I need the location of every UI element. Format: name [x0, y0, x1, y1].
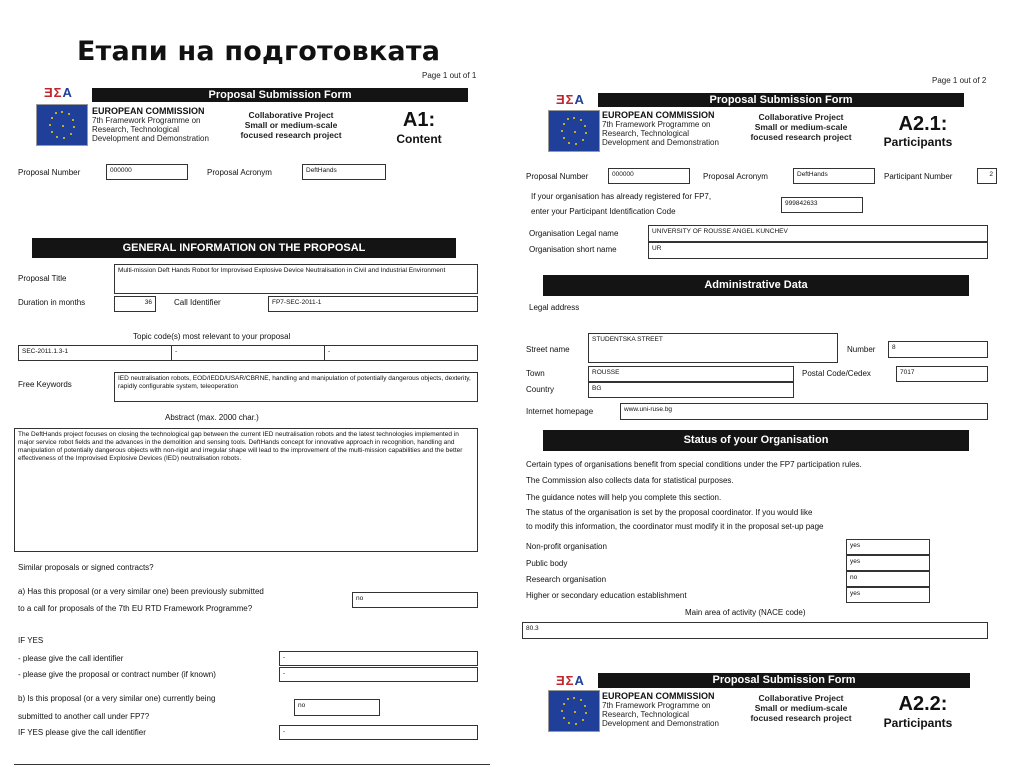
country-label: Country — [526, 385, 555, 394]
call-identifier-field: FP7-SEC-2011-1 — [268, 296, 478, 312]
proposal-acronym-label: Proposal Acronym — [207, 168, 272, 177]
status-label: Higher or secondary education establishment — [526, 591, 687, 600]
status-text: The Commission also collects data for statistical purposes. — [526, 476, 734, 485]
section-administrative-data: Administrative Data — [543, 275, 969, 296]
slide-title: Етапи на подготовката — [77, 36, 441, 67]
project-type-line: Small or medium-scale — [244, 120, 338, 130]
ec-line: Research, Technological — [92, 125, 180, 134]
project-type — [740, 112, 862, 142]
if-yes-label: IF YES — [18, 636, 44, 645]
status-text: The guidance notes will help you complete this section. — [526, 493, 722, 502]
ec-line: 7th Framework Programme on — [92, 116, 201, 125]
proposal-acronym-field: DeftHands — [793, 168, 875, 184]
participant-number-label: Participant Number — [884, 172, 953, 181]
town-label: Town — [526, 369, 545, 378]
form-code: A2.1: — [898, 113, 948, 135]
give-call-field: - — [279, 651, 478, 666]
proposal-acronym-field: DeftHands — [302, 164, 386, 180]
status-text: to modify this information, the coordinator must modify it in the proposal set-up page — [526, 522, 824, 531]
project-type-line: focused research project — [750, 132, 852, 142]
legal-name-field: UNIVERSITY OF ROUSSE ANGEL KUNCHEV — [648, 225, 988, 242]
give-contract-label: - please give the proposal or contract number (if known) — [18, 670, 216, 679]
pic-line2: enter your Participant Identification Code — [531, 207, 676, 216]
ec-line: Development and Demonstration — [602, 138, 719, 147]
eu-flag-icon — [36, 104, 88, 146]
eu-flag-icon — [548, 690, 600, 732]
question-b-answer: no — [294, 699, 380, 716]
project-type-line: Collaborative Project — [758, 693, 844, 703]
ec-title: EUROPEAN COMMISSION — [602, 691, 715, 701]
ec-block — [602, 110, 742, 147]
legal-name-label: Organisation Legal name — [529, 229, 619, 238]
ec-line: Research, Technological — [602, 710, 690, 719]
status-value: yes — [846, 555, 930, 571]
question-a-line2: to a call for proposals of the 7th EU RTD Framework Programme? — [18, 604, 253, 613]
project-type-line: Small or medium-scale — [754, 122, 848, 132]
proposal-title-field: Multi-mission Deft Hands Robot for Improvised Explosive Device Neutralisation in Civil and Industrial Environment — [114, 264, 478, 294]
duration-label: Duration in months — [18, 298, 86, 307]
free-keywords-label: Free Keywords — [18, 380, 72, 389]
if-yes-call-label: IF YES please give the call identifier — [18, 728, 146, 737]
ec-line: 7th Framework Programme on — [602, 120, 711, 129]
country-field: BG — [588, 382, 794, 398]
topic-label: Topic code(s) most relevant to your proposal — [133, 332, 291, 341]
postal-field: 7017 — [896, 366, 988, 382]
ec-title: EUROPEAN COMMISSION — [92, 106, 205, 116]
form-banner: Proposal Submission Form — [92, 88, 468, 102]
question-b-line1: b) Is this proposal (or a very similar one) currently being — [18, 694, 216, 703]
status-label: Public body — [526, 559, 568, 568]
short-name-field: UR — [648, 242, 988, 259]
give-call-label: - please give the call identifier — [18, 654, 124, 663]
project-type-line: focused research project — [750, 713, 852, 723]
call-identifier-label: Call Identifier — [174, 298, 221, 307]
status-text: Certain types of organisations benefit from special conditions under the FP7 participation rules. — [526, 460, 862, 469]
question-a-line1: a) Has this proposal (or a very similar one) been previously submitted — [18, 587, 264, 596]
abstract-field: The DeftHands project focuses on closing the technological gap between the current IED neutralisation robots and the latest technologies implemented in major service robot fields and the advances in the demolition and sensing tools. DeftHands concept for innovative approach in recognition, handling and manipulation of potentially dangerous objects with non-rigid and irregular shape will lead to the improvement of the multi-mission capabilities and the better effectiveness of the Improvised Explosive Devices (IED) neutralisation robots. — [14, 428, 478, 552]
topic-code: SEC-2011.1.3-1 — [18, 345, 172, 361]
form-banner: Proposal Submission Form — [598, 673, 970, 688]
give-contract-field: - — [279, 667, 478, 682]
ec-block — [92, 106, 232, 143]
section-status: Status of your Organisation — [543, 430, 969, 451]
question-b-line2: submitted to another call under FP7? — [18, 712, 150, 721]
form-code: A2.2: — [898, 693, 948, 715]
ec-line: 7th Framework Programme on — [602, 701, 711, 710]
proposal-number-label: Proposal Number — [18, 168, 81, 177]
pic-field: 999842633 — [781, 197, 863, 213]
form-code-sub: Content — [396, 132, 442, 146]
form-banner: Proposal Submission Form — [598, 93, 964, 107]
similar-label: Similar proposals or signed contracts? — [18, 563, 154, 572]
pic-line1: If your organisation has already registered for FP7, — [531, 192, 712, 201]
duration-field: 36 — [114, 296, 156, 312]
nace-field: 80.3 — [522, 622, 988, 639]
homepage-label: Internet homepage — [526, 407, 594, 416]
free-keywords-field: IED neutralisation robots, EOD/IEDD/USAR/CBRNE, handling and manipulation of potentially dangerous objects, dexterity, rapidly configurable system, teleoperation — [114, 372, 478, 402]
status-label: Research organisation — [526, 575, 607, 584]
nace-label: Main area of activity (NACE code) — [685, 608, 806, 617]
page-divider — [14, 764, 490, 765]
legal-address-label: Legal address — [529, 303, 580, 312]
status-value: yes — [846, 587, 930, 603]
rea-logo: ƎΣA — [556, 92, 585, 107]
homepage-field: www.uni-ruse.bg — [620, 403, 988, 420]
topic-code: - — [324, 345, 478, 361]
ec-title: EUROPEAN COMMISSION — [602, 110, 715, 120]
question-a-answer: no — [352, 592, 478, 608]
project-type-line: Small or medium-scale — [754, 703, 848, 713]
status-label: Non-profit organisation — [526, 542, 607, 551]
ec-line: Research, Technological — [602, 129, 690, 138]
project-type — [740, 693, 862, 723]
town-field: ROUSSE — [588, 366, 794, 382]
if-yes-call-field: - — [279, 725, 478, 740]
page-number: Page 1 out of 2 — [932, 76, 987, 85]
ec-block — [602, 691, 742, 728]
abstract-label: Abstract (max. 2000 char.) — [165, 413, 259, 422]
number-field: 8 — [888, 341, 988, 358]
short-name-label: Organisation short name — [529, 245, 617, 254]
ec-line: Development and Demonstration — [602, 719, 719, 728]
street-label: Street name — [526, 345, 570, 354]
postal-label: Postal Code/Cedex — [802, 369, 871, 378]
participant-number-field: 2 — [977, 168, 997, 184]
ec-line: Development and Demonstration — [92, 134, 209, 143]
proposal-title-label: Proposal Title — [18, 274, 67, 283]
form-code-sub: Participants — [883, 135, 953, 149]
project-type-line: focused research project — [240, 130, 342, 140]
proposal-number-label: Proposal Number — [526, 172, 589, 181]
status-value: yes — [846, 539, 930, 555]
form-code: A1: — [402, 109, 436, 131]
form-code-sub: Participants — [883, 716, 953, 730]
project-type-line: Collaborative Project — [758, 112, 844, 122]
number-label: Number — [847, 345, 876, 354]
proposal-number-field: 000000 — [106, 164, 188, 180]
rea-logo: ƎΣA — [44, 85, 73, 100]
proposal-number-field: 000000 — [608, 168, 690, 184]
topic-code: - — [171, 345, 325, 361]
street-field: STUDENTSKA STREET — [588, 333, 838, 363]
status-value: no — [846, 571, 930, 587]
status-text: The status of the organisation is set by the proposal coordinator. If you would like — [526, 508, 813, 517]
project-type — [230, 110, 352, 140]
proposal-acronym-label: Proposal Acronym — [703, 172, 768, 181]
page-number: Page 1 out of 1 — [422, 71, 477, 80]
project-type-line: Collaborative Project — [248, 110, 334, 120]
eu-flag-icon — [548, 110, 600, 152]
section-general-info: GENERAL INFORMATION ON THE PROPOSAL — [32, 238, 456, 258]
rea-logo: ƎΣA — [556, 673, 585, 688]
